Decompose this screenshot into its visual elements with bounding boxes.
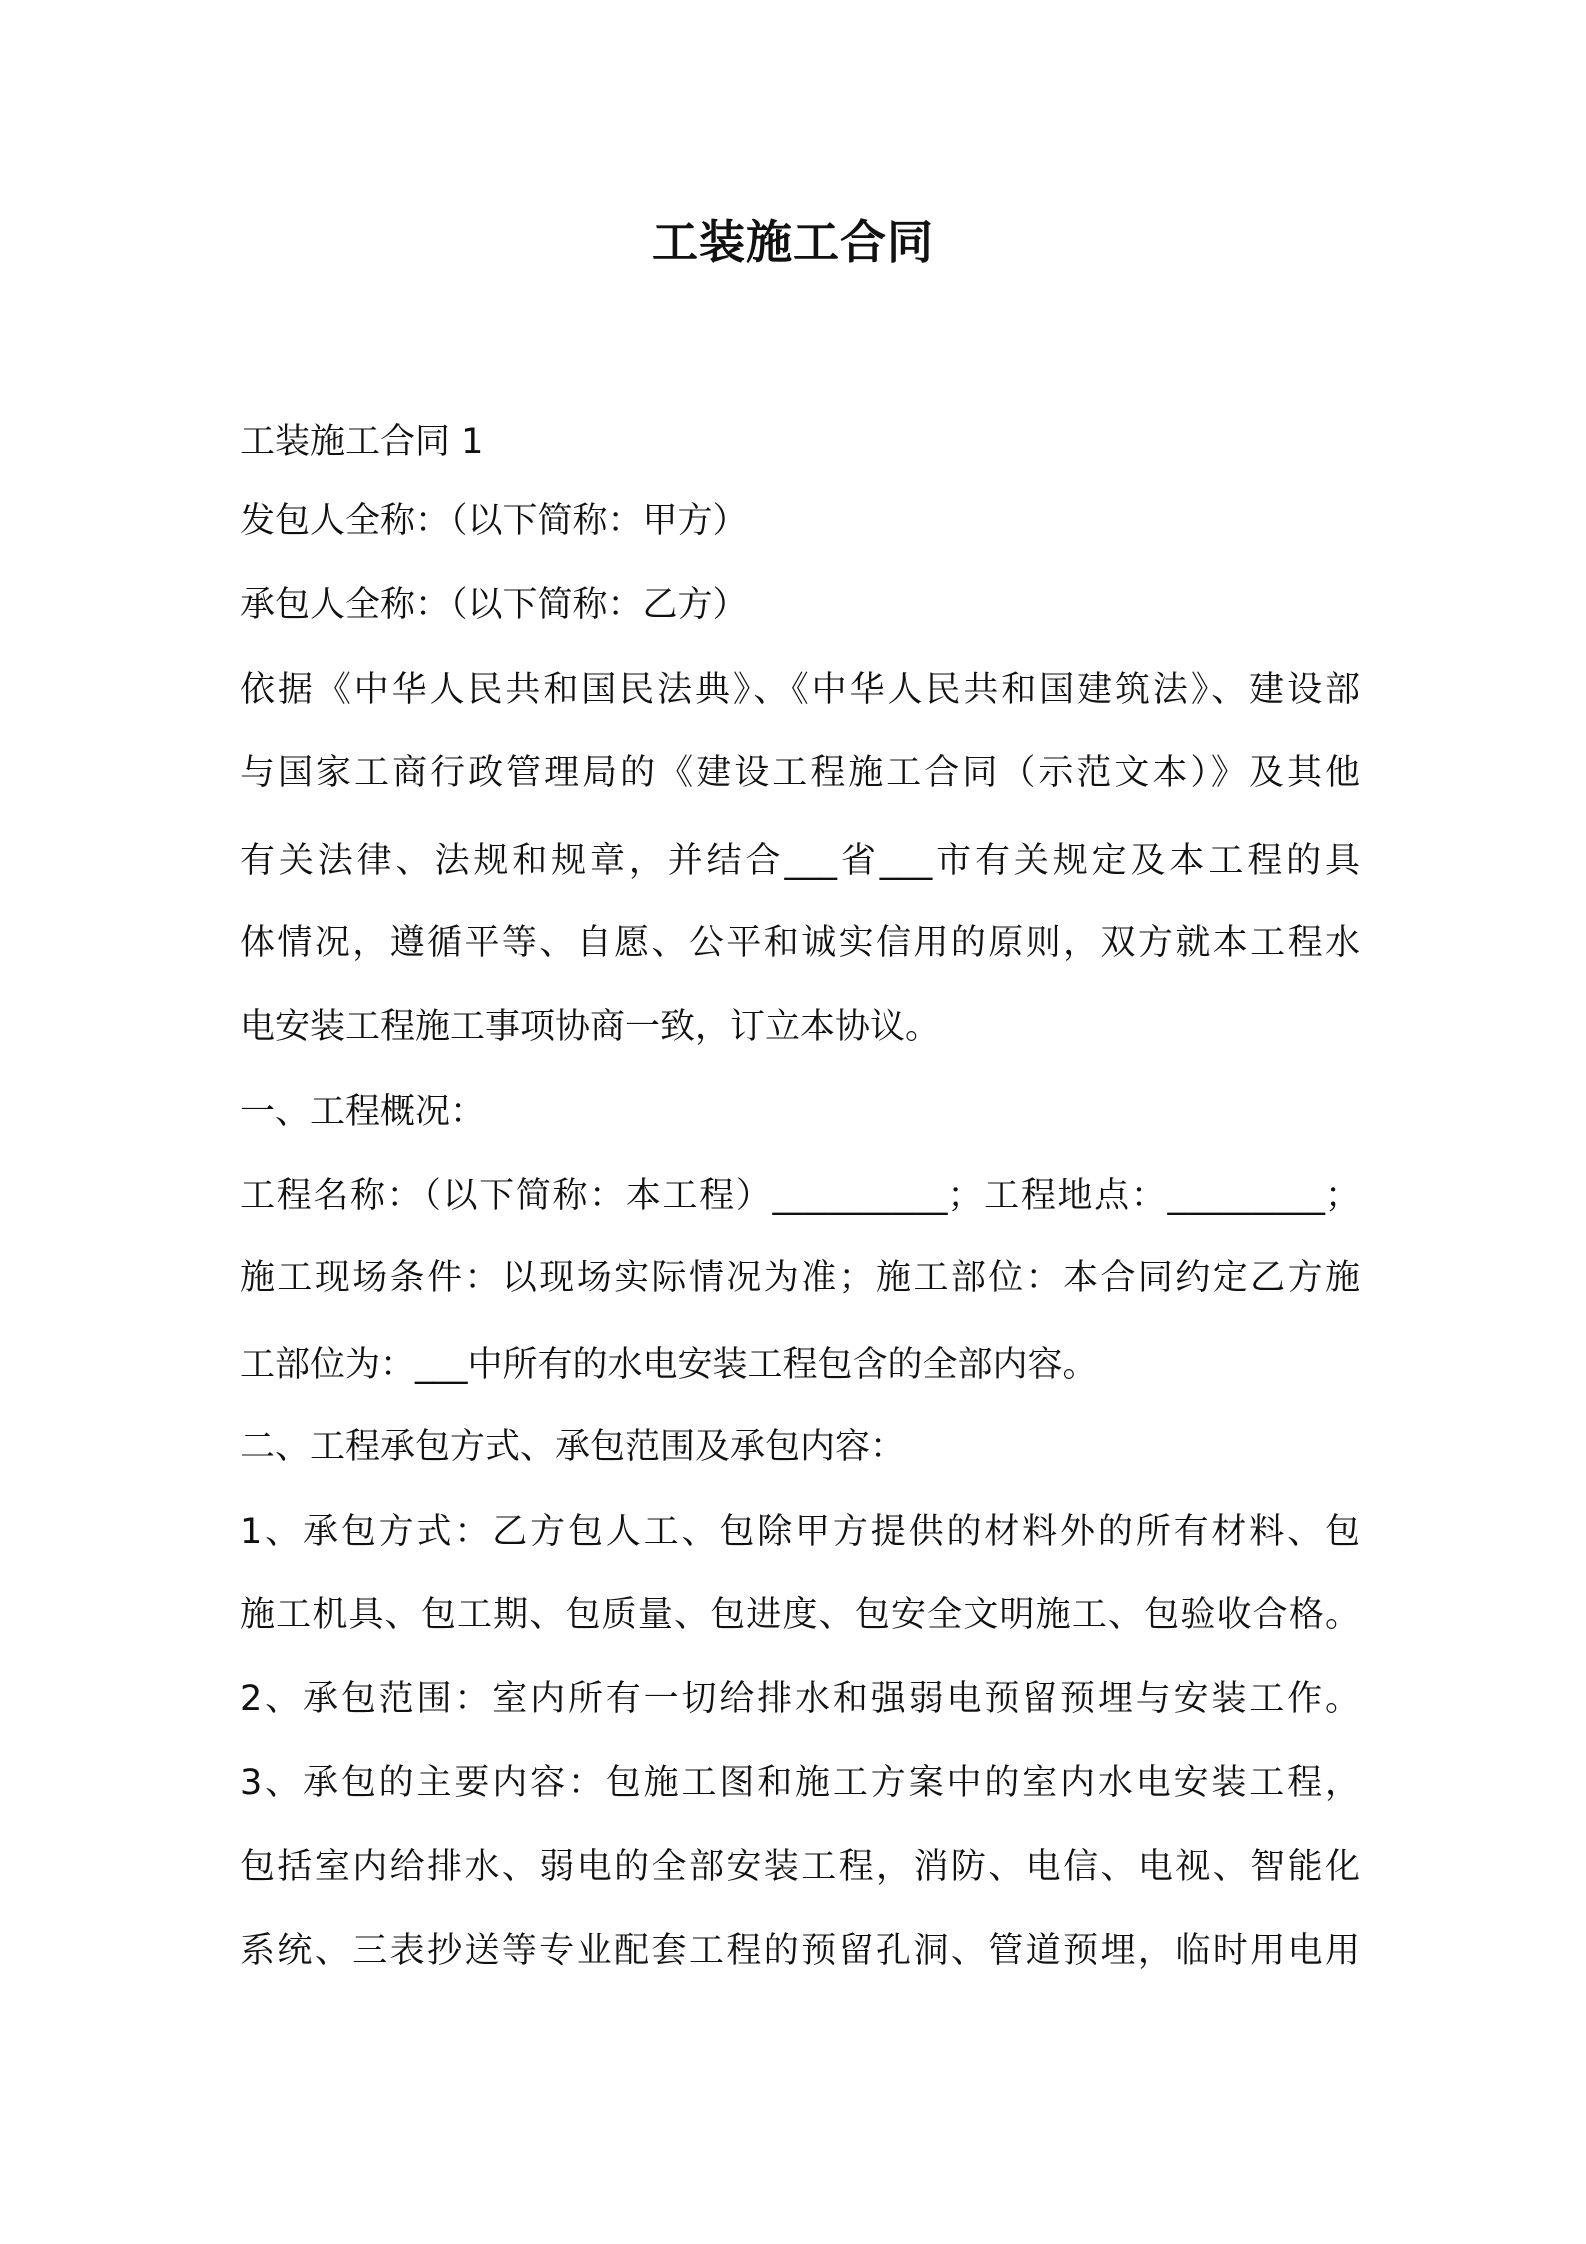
paragraph-line: 施工现场条件：以现场实际情况为准；施工部位：本合同约定乙方施	[240, 1258, 1360, 1298]
clause-heading: 一、工程概况：	[240, 1092, 486, 1132]
document-title: 工装施工合同	[652, 215, 934, 269]
paragraph-line: 3、承包的主要内容：包施工图和施工方案中的室内水电安装工程，	[240, 1763, 1360, 1803]
clause-heading: 二、工程承包方式、承包范围及承包内容：	[240, 1427, 906, 1467]
paragraph-line: 工部位为：___中所有的水电安装工程包含的全部内容。	[240, 1345, 1098, 1385]
paragraph-line: 1、承包方式：乙方包人工、包除甲方提供的材料外的所有材料、包	[240, 1512, 1360, 1552]
paragraph-line: 工程名称：（以下简称：本工程）__________；工程地点：_________；	[240, 1176, 1360, 1216]
paragraph-line: 包括室内给排水、弱电的全部安装工程，消防、电信、电视、智能化	[240, 1847, 1360, 1887]
paragraph-line: 有关法律、法规和规章，并结合___省___市有关规定及本工程的具	[240, 841, 1360, 881]
paragraph-line: 依据《中华人民共和国民法典》、《中华人民共和国建筑法》、建设部	[240, 670, 1360, 710]
party-b-line: 承包人全称：（以下简称：乙方）	[240, 585, 748, 625]
paragraph-line: 与国家工商行政管理局的《建设工程施工合同（示范文本）》及其他	[240, 753, 1360, 793]
paragraph-line: 2、承包范围：室内所有一切给排水和强弱电预留预埋与安装工作。	[240, 1679, 1360, 1719]
paragraph-line: 电安装工程施工事项协商一致，订立本协议。	[240, 1007, 941, 1047]
paragraph-line: 体情况，遵循平等、自愿、公平和诚实信用的原则，双方就本工程水	[240, 923, 1360, 963]
paragraph-line: 施工机具、包工期、包质量、包进度、包安全文明施工、包验收合格。	[240, 1595, 1360, 1635]
paragraph-line: 系统、三表抄送等专业配套工程的预留孔洞、管道预埋，临时用电用	[240, 1931, 1360, 1971]
section-heading: 工装施工合同 1	[240, 422, 484, 462]
party-a-line: 发包人全称：（以下简称：甲方）	[240, 501, 748, 541]
